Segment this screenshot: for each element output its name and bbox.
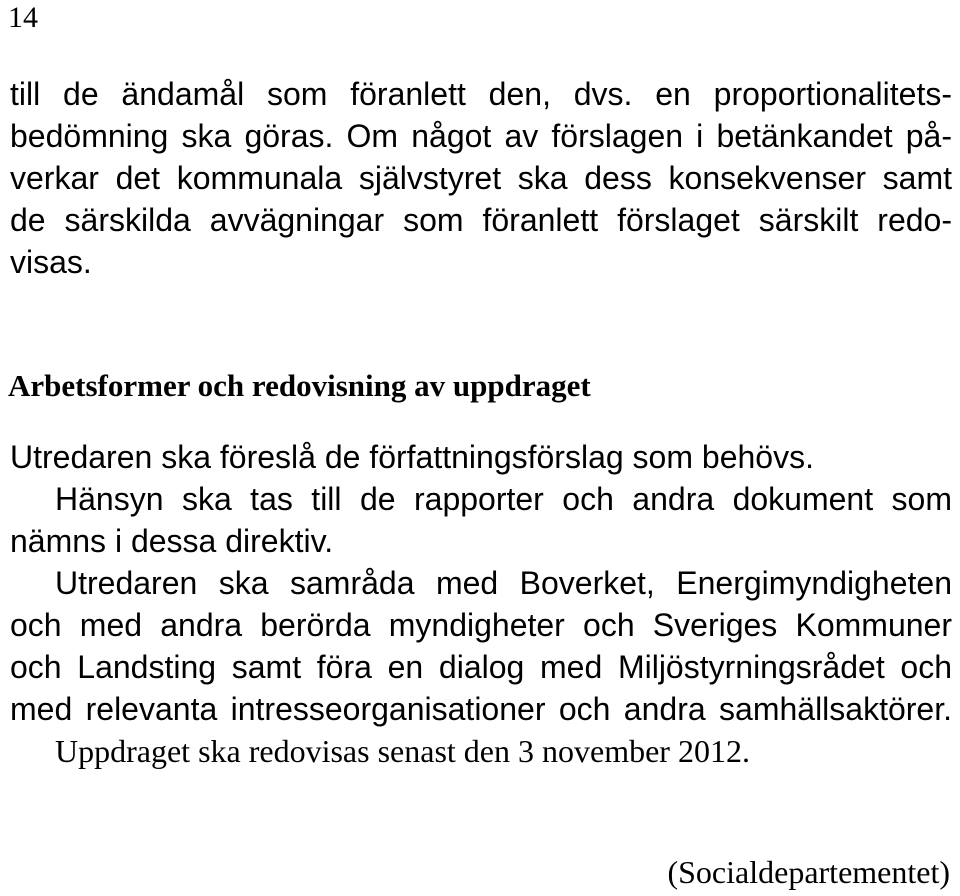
- paragraph-line: bedömning ska göras. Om något av förslagen i betänkandet på-: [10, 118, 952, 154]
- paragraph-line: de särskilda avvägningar som föranlett förslaget särskilt redo-: [10, 202, 952, 238]
- paragraph-line: till de ändamål som föranlett den, dvs. en proportionalitets-: [10, 76, 952, 112]
- paragraph-line: Hänsyn ska tas till de rapporter och andra dokument som: [55, 481, 952, 517]
- paragraph-line: Uppdraget ska redovisas senast den 3 november 2012.: [55, 733, 750, 769]
- paragraph-line: och Landsting samt föra en dialog med Miljöstyrningsrådet och: [10, 649, 952, 685]
- paragraph-line: Utredaren ska samråda med Boverket, Energimyndigheten: [55, 565, 952, 601]
- paragraph-line: visas.: [10, 244, 92, 280]
- section-heading: Arbetsformer och redovisning av uppdraget: [8, 368, 591, 403]
- paragraph-line: och med andra berörda myndigheter och Sveriges Kommuner: [10, 607, 952, 643]
- paragraph-line: med relevanta intresseorganisationer och andra samhällsaktörer.: [10, 691, 952, 727]
- department-signature: (Socialdepartementet): [667, 854, 950, 890]
- paragraph-line: nämns i dessa direktiv.: [10, 523, 334, 559]
- paragraph-line: verkar det kommunala självstyret ska dess konsekvenser samt: [10, 160, 952, 196]
- paragraph-line: Utredaren ska föreslå de författningsförslag som behövs.: [10, 439, 814, 475]
- page-number: 14: [8, 1, 38, 34]
